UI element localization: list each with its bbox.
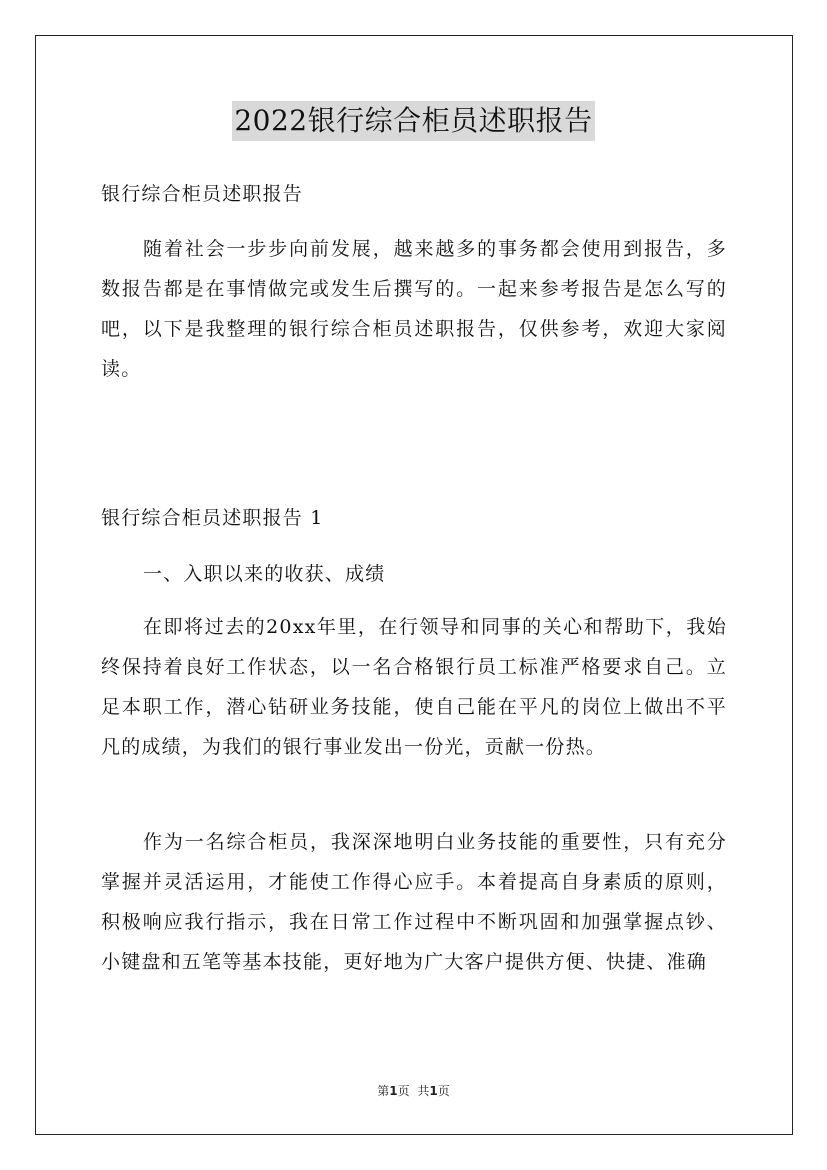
document-subtitle: 银行综合柜员述职报告 — [101, 183, 304, 205]
page-label-suffix: 页 — [397, 1084, 410, 1098]
current-page-number: 1 — [389, 1084, 398, 1098]
intro-paragraph: 随着社会一步步向前发展，越来越多的事务都会使用到报告，多数报告都是在事情做完或发生后撰写的。一起来参考报告是怎么写的吧，以下是我整理的银行综合柜员述职报告，仅供参考，欢迎大家阅读。 — [101, 238, 727, 380]
total-label-suffix: 页 — [437, 1084, 450, 1098]
total-label-prefix: 共 — [417, 1084, 430, 1098]
point-title: 一、入职以来的收获、成绩 — [143, 563, 386, 585]
body-paragraph-2: 作为一名综合柜员，我深深地明白业务技能的重要性，只有充分掌握并灵活运用，才能使工作得心应手。本着提高自身素质的原则，积极响应我行指示，我在日常工作过程中不断巩固和加强掌握点钞、小键盘和五笔等基本技能，更好地为广大客户提供方便、快捷、准确 — [101, 831, 727, 973]
total-pages-number: 1 — [429, 1084, 438, 1098]
section-title: 银行综合柜员述职报告 1 — [101, 507, 324, 529]
page-footer — [0, 1083, 827, 1099]
body-paragraph-1: 在即将过去的20xx年里，在行领导和同事的关心和帮助下，我始终保持着良好工作状态，以一名合格银行员工标准严格要求自己。立足本职工作，潜心钻研业务技能，使自己能在平凡的岗位上做出不平凡的成绩，为我们的银行事业发出一份光，贡献一份热。 — [101, 616, 727, 758]
title-container — [0, 101, 827, 141]
page-label-prefix: 第 — [377, 1084, 390, 1098]
document-title: 2022银行综合柜员述职报告 — [232, 101, 594, 141]
